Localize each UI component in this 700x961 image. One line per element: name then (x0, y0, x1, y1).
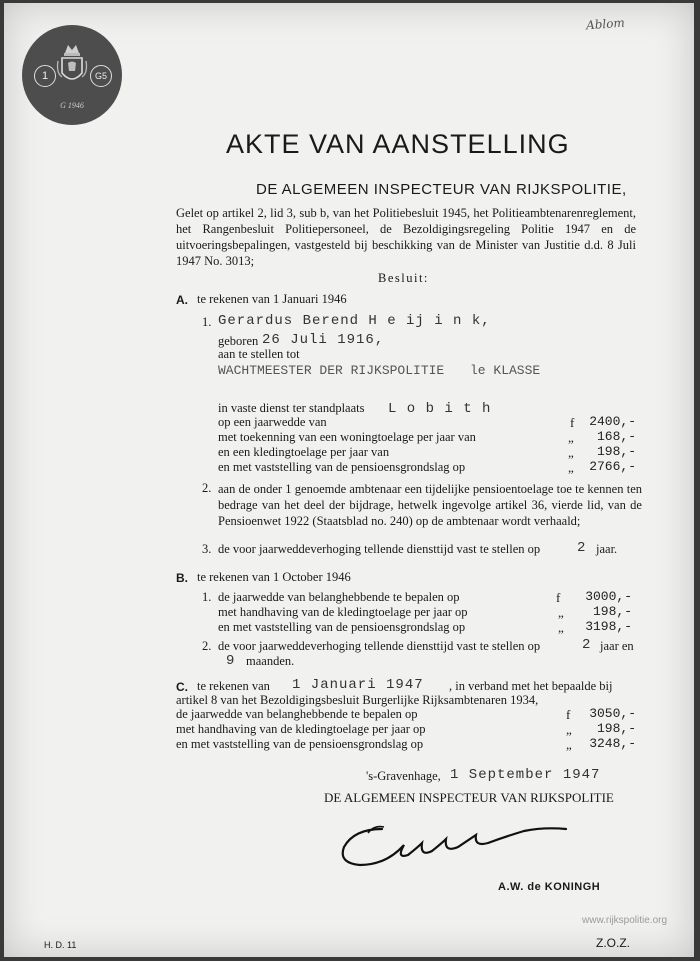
section-a-line-3: en een kledingtoelage per jaar van (218, 445, 390, 459)
section-a-line-1: op een jaarwedde van (218, 415, 327, 429)
section-b-line-2: met handhaving van de kledingtoelage per jaar op (218, 605, 468, 619)
stamp-value-left: 1 (34, 65, 56, 87)
born-date: 26 Juli 1916, (262, 332, 385, 348)
stamp-value-right: G5 (90, 65, 112, 87)
section-c-line-2: met handhaving van de kledingtoelage per jaar op (176, 722, 426, 736)
section-a-line-2-quote: „ (568, 430, 574, 445)
section-c-label: C. (176, 680, 188, 694)
section-a-item3-num: 3. (202, 542, 212, 556)
section-b-line-2-quote: „ (558, 605, 564, 620)
section-a-heading: te rekenen van 1 Januari 1946 (197, 292, 347, 306)
station-name: L o b i t h (388, 401, 492, 417)
section-b-line-3-amount: 3198,- (585, 619, 632, 634)
section-a-line-4-quote: „ (568, 460, 574, 475)
section-b-heading: te rekenen van 1 October 1946 (197, 570, 351, 584)
section-b-item2-text: de voor jaarweddeverhoging tellende diensttijd vast te stellen op (218, 639, 541, 653)
section-b-line-1-amount: 3000,- (585, 589, 632, 604)
section-c-line-3: en met vaststelling van de pensioensgrondslag op (176, 737, 424, 751)
document-page (4, 3, 694, 957)
section-c-prefix: te rekenen van (197, 679, 270, 693)
section-b-line-3: en met vaststelling van de pensioensgrondslag op (218, 620, 466, 634)
section-a-line-1-amount: 2400,- (589, 414, 636, 429)
section-b-item2-months-unit: maanden. (246, 654, 295, 668)
section-c-suffix: , in verband met het bepaalde bij (449, 679, 613, 693)
section-a-line-3-amount: 198,- (596, 444, 636, 459)
footer-zoz: Z.O.Z. (596, 936, 630, 950)
section-b-item1-num: 1. (202, 590, 212, 604)
revenue-stamp (22, 25, 122, 125)
place-label: 's-Gravenhage, (366, 769, 441, 783)
section-a-item2-text: aan de onder 1 genoemde ambtenaar een tijdelijke pensioentoelage toe te kennen ten bedrage van het deel der bijdrage, hetwelk ingevolge artikel 36, vierde lid, van de Pensioenwet 1922 (Staatsblad no. 240) op de ambtenaar wordt verhaald; (218, 482, 642, 528)
watermark-text: www.rijkspolitie.org (582, 915, 668, 926)
besluit-heading: Besluit: (378, 271, 429, 285)
section-b-item2-years-unit: jaar en (600, 639, 634, 653)
stamp-year: G 1946 (60, 101, 84, 110)
rank-text: WACHTMEESTER DER RIJKSPOLITIE (218, 363, 445, 378)
signatory-title: DE ALGEMEEN INSPECTEUR VAN RIJKSPOLITIE (324, 790, 614, 805)
section-c-line-3-quote: „ (566, 737, 572, 752)
section-a-item3-unit: jaar. (596, 542, 618, 556)
rank-class: le KLASSE (470, 363, 541, 378)
section-a-line-4-amount: 2766,- (589, 459, 636, 474)
section-c-line-1: de jaarwedde van belanghebbende te bepalen op (176, 707, 418, 721)
born-label: geboren (218, 334, 259, 348)
place-date: 1 September 1947 (450, 767, 601, 783)
footer-code: H. D. 11 (44, 940, 77, 950)
section-b-item2-months: 9 (226, 653, 236, 669)
margin-note: Ablom (585, 15, 626, 33)
section-c-line-3-amount: 3248,- (589, 736, 636, 751)
section-a-line-2-amount: 168,- (596, 429, 636, 444)
section-b-line-1: de jaarwedde van belanghebbende te bepalen op (218, 590, 460, 604)
section-b-line-1-currency: f (556, 590, 561, 605)
section-c-line-2-quote: „ (566, 722, 572, 737)
section-c-date: 1 Januari 1947 (292, 677, 424, 693)
section-b-item2-years: 2 (582, 637, 592, 653)
section-b-line-3-quote: „ (558, 620, 564, 635)
section-c-line-2-amount: 198,- (596, 721, 636, 736)
section-a-line-3-quote: „ (568, 445, 574, 460)
signature-mark (334, 815, 584, 875)
section-b-label: B. (176, 571, 188, 585)
preamble-text: Gelet op artikel 2, lid 3, sub b, van het Politiebesluit 1945, het Politieambtenarenreglement, het Rangenbesluit Politiepersoneel, de Bezoldigingsregeling Politie 1947 en de uitvoeringsbepalingen, vastgesteld bij beschikking van de Minister van Justitie d.d. 8 Juli 1947 No. 3013; (176, 206, 636, 268)
section-a-item1-num: 1. (202, 315, 212, 329)
appointee-name: Gerardus Berend H e ij i n k, (218, 313, 491, 329)
document-subtitle: DE ALGEMEEN INSPECTEUR VAN RIJKSPOLITIE, (256, 181, 627, 198)
section-c-line-1-amount: 3050,- (589, 706, 636, 721)
signatory-name: A.W. de KONINGH (498, 881, 601, 893)
appoint-label: aan te stellen tot (218, 347, 300, 361)
section-a-item3-value: 2 (577, 540, 587, 556)
section-a-label: A. (176, 293, 188, 307)
section-b-item2-num: 2. (202, 639, 212, 653)
coat-of-arms-icon (56, 43, 88, 89)
section-a-line-2: met toekenning van een woningtoelage per jaar van (218, 430, 476, 444)
section-a-line-1-currency: f (570, 415, 575, 430)
section-a-item2-num: 2. (202, 481, 212, 495)
section-a-item3-text: de voor jaarweddeverhoging tellende diensttijd vast te stellen op (218, 542, 541, 556)
section-c-line2: artikel 8 van het Bezoldigingsbesluit Burgerlijke Rijksambtenaren 1934, (176, 693, 539, 707)
section-b-line-2-amount: 198,- (592, 604, 632, 619)
station-label: in vaste dienst ter standplaats (218, 401, 365, 415)
document-title: AKTE VAN AANSTELLING (226, 129, 570, 159)
section-c-line-1-currency: f (566, 707, 571, 722)
section-a-line-4: en met vaststelling van de pensioensgrondslag op (218, 460, 466, 474)
